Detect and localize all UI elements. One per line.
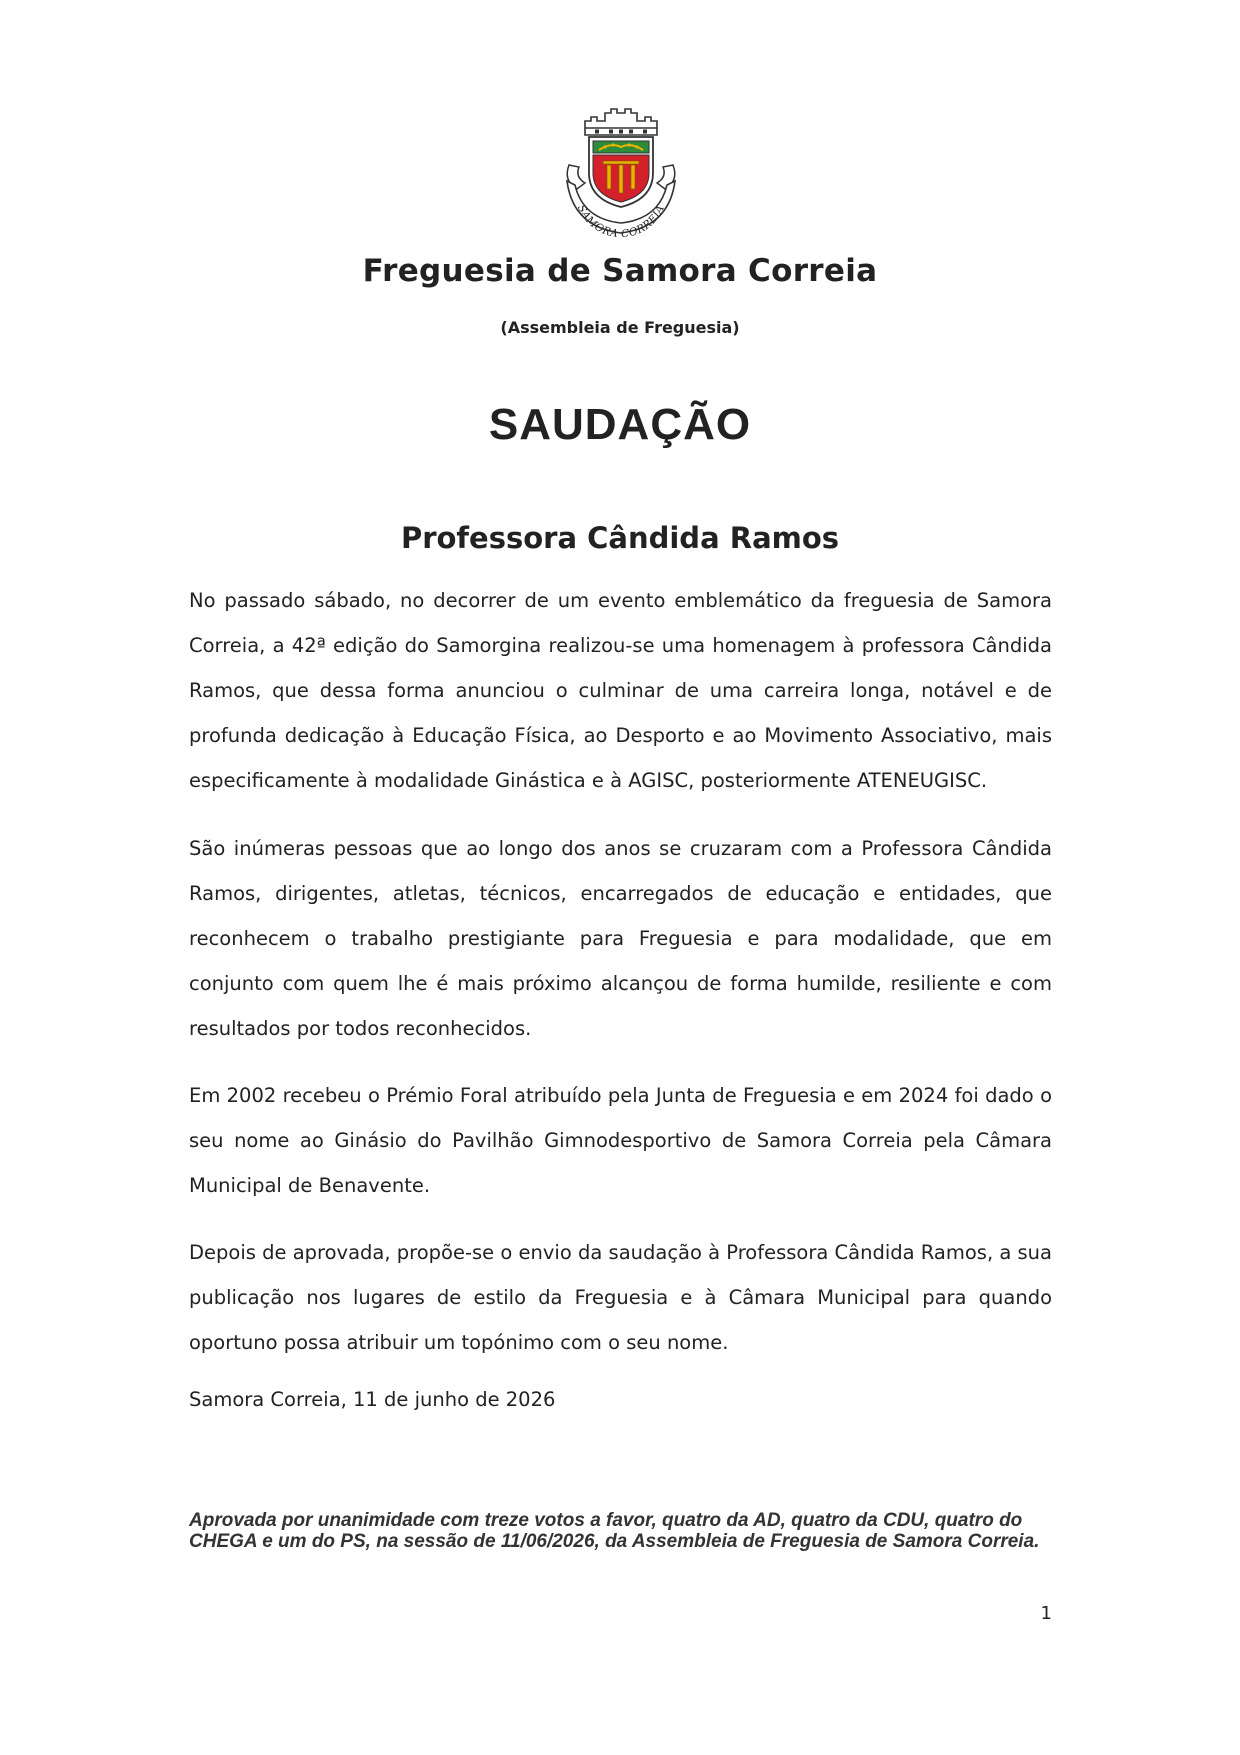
coat-of-arms-icon [555,103,687,240]
document-title: SAUDAÇÃO [488,400,752,449]
organization-name: Freguesia de Samora Correia [362,253,878,289]
date-line: Samora Correia, 11 de junho de 2026 [189,1388,556,1411]
paragraph-1: No passado sábado, no decorrer de um evento emblemático da freguesia de Samora Correia, a 42ª edição do Samorgina realizou-se uma homenagem à professora Cândida Ramos, que dessa forma anunciou o culminar de uma carreira longa, notável e de profunda dedicação à Educação Física, ao Desporto e ao Movimento Associativo, mais especificamente à modalidade Ginástica e à AGISC, posteriormente ATENEUGISC. [189,589,1052,792]
paragraph-3: Em 2002 recebeu o Prémio Foral atribuído pela Junta de Freguesia e em 2024 foi dado o seu nome ao Ginásio do Pavilhão Gimnodesportivo de Samora Correia pela Câmara Municipal de Benavente. [189,1084,1052,1197]
organization-subtitle: (Assembleia de Freguesia) [500,318,740,337]
approval-note: Aprovada por unanimidade com treze votos a favor, quatro da AD, quatro da CDU, quatro do CHEGA e um do PS, na sessão de 11/06/2026, da Assembleia de Freguesia de Samora Correia. [189,1510,1040,1552]
paragraph-4: Depois de aprovada, propõe-se o envio da saudação à Professora Cândida Ramos, a sua publicação nos lugares de estilo da Freguesia e à Câmara Municipal para quando oportuno possa atribuir um topónimo com o seu nome. [189,1241,1052,1354]
page-number: 1 [1040,1603,1052,1624]
document-subject: Professora Cândida Ramos [400,521,840,555]
crest-motto: SAMORA CORREIA [574,203,668,240]
paragraph-2: São inúmeras pessoas que ao longo dos anos se cruzaram com a Professora Cândida Ramos, dirigentes, atletas, técnicos, encarregados de educação e entidades, que reconhecem o trabalho prestigiante para Freguesia e para modalidade, que em conjunto com quem lhe é mais próximo alcançou de forma humilde, resiliente e com resultados por todos reconhecidos. [189,837,1052,1040]
